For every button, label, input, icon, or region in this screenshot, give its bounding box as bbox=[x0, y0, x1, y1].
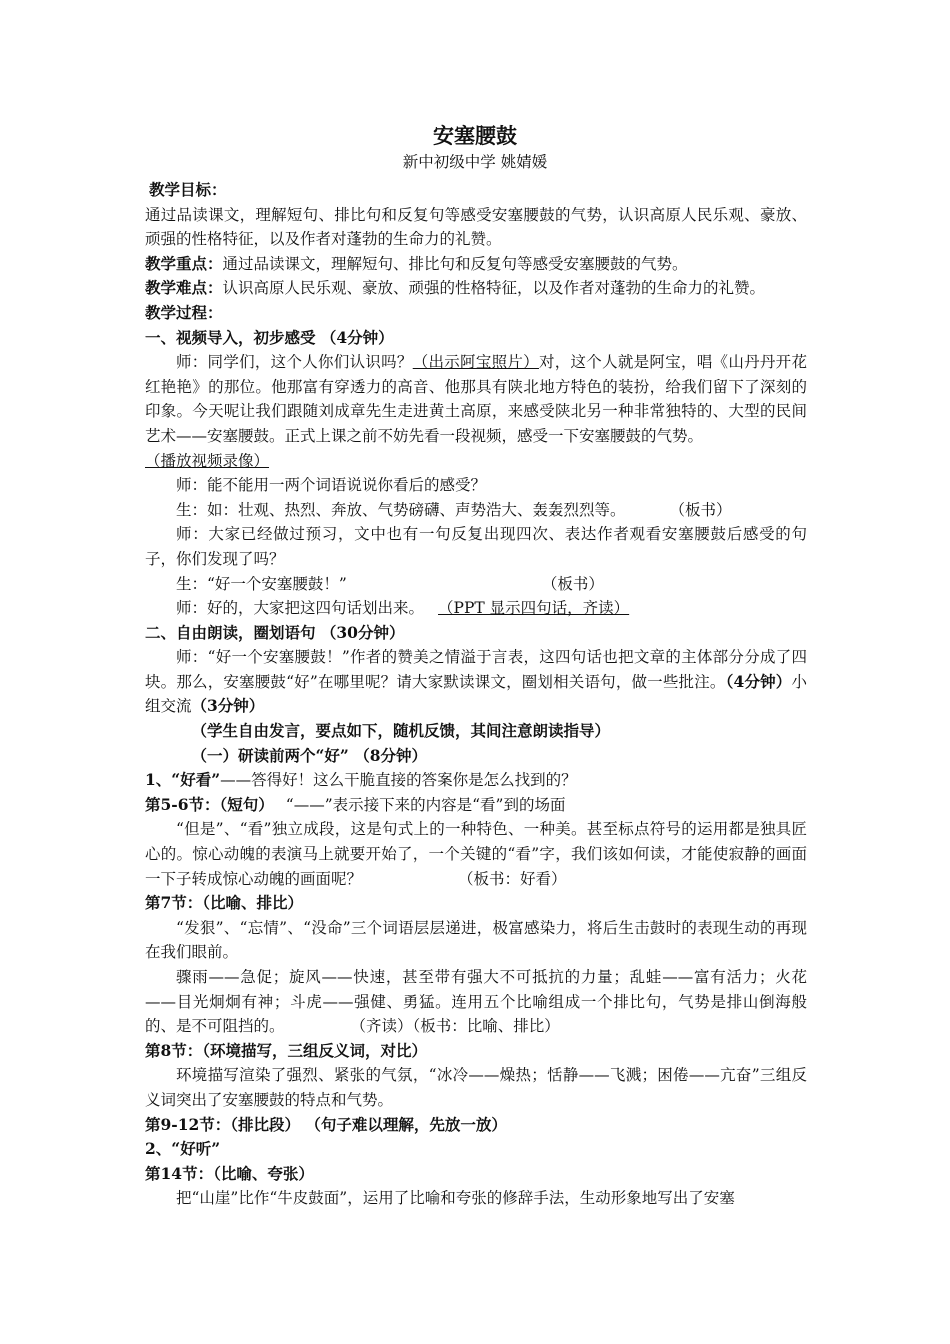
instruction-note: （PPT 显示四句话，齐读） bbox=[438, 599, 630, 618]
answer-2-text: 生：“好一个安塞腰鼓！” bbox=[176, 574, 347, 593]
section-7-b-text: 骤雨——急促；旋风——快速，甚至带有强大不可抵抗的力量；乱蛙——富有活力；火花——目光炯炯有神；斗虎——强健、勇猛。连用五个比喻组成一个排比句，气势是排山倒海般的、是不可阻挡的。 bbox=[145, 968, 807, 1036]
section-2-heading: 二、自由朗读，圈划语句 （30分钟） bbox=[145, 622, 405, 642]
paragraph-section-7-a: “发狠”、“忘情”、“没命”三个词语层层递进，极富感染力，将后生击鼓时的表现生动的再现在我们眼前。 bbox=[145, 918, 807, 962]
intro-text-b: 对，这个人就是阿宝，唱《山丹丹开花红艳艳》的那位。他那富有穿透力的高音、他那具有陕北地方特色的装扮，给我们留下了深刻的印象。今天呢让我们跟随刘成章先生走进黄土高原，来感受陕北另一种非常独特的、大型的民间艺术——安塞腰鼓。正式上课之前不妨先看一段视频，感受一下安塞腰鼓的气势。 bbox=[145, 353, 807, 445]
difficulty-point bbox=[145, 276, 807, 301]
paragraph-instruction bbox=[145, 596, 807, 621]
paragraph-intro bbox=[145, 350, 807, 473]
reading-time-2: （3分钟） bbox=[191, 696, 265, 716]
difficulty-text: 认识高原人民乐观、豪放、顽强的性格特征，以及作者对蓬勃的生命力的礼赞。 bbox=[222, 279, 766, 298]
point-1-text: ——答得好！这么干脆直接的答案你是怎么找到的？ bbox=[220, 771, 577, 790]
paragraph-look bbox=[145, 817, 807, 891]
reading-time-1: （4分钟） bbox=[725, 671, 792, 691]
intro-note-video: （播放视频录像） bbox=[145, 451, 270, 470]
paragraph-section-8: 环境描写渲染了强烈、紧张的气氛，“冰冷——燥热；恬静——飞溅；困倦——亢奋”三组反义词突出了安塞腰鼓的特点和气势。 bbox=[145, 1066, 807, 1109]
key-label: 教学重点： bbox=[145, 253, 223, 273]
document-author: 新中初级中学 姚婧媛 bbox=[402, 153, 548, 171]
key-text: 通过品读课文，理解短句、排比句和反复句等感受安塞腰鼓的气势。 bbox=[222, 254, 688, 273]
look-text: “但是”、“看”独立成段，这是句式上的一种特色、一种美。甚至标点符号的运用都是独具匠心的。惊心动魄的表演马上就要开始了，一个关键的“看”字，我们该如何读，才能使寂静的画面一下子转成惊心动魄的画面呢？ bbox=[145, 820, 807, 888]
answer-1-note: （板书） bbox=[669, 500, 732, 519]
document-body bbox=[145, 178, 807, 1211]
section-8-heading: 第8节：（环境描写，三组反义词，对比） bbox=[145, 1040, 428, 1060]
paragraph-reading bbox=[145, 645, 807, 719]
paragraph-section-14: 把“山崖”比作“牛皮鼓面”，运用了比喻和夸张的修辞手法，生动形象地写出了安塞 bbox=[176, 1189, 735, 1208]
section-7-b-note: （齐读）（板书：比喻、排比） bbox=[350, 1017, 560, 1036]
paragraph-feedback: （学生自由发言，要点如下，随机反馈，其间注意朗读指导） bbox=[191, 721, 611, 741]
point-good-looking bbox=[145, 768, 807, 793]
section-7-heading: 第7节：（比喻、排比） bbox=[145, 893, 304, 913]
paragraph-answer-2 bbox=[145, 572, 807, 597]
section-5-6-text: “——”表示接下来的内容是“看”到的场面 bbox=[285, 795, 566, 814]
answer-1-text: 生：如：壮观、热烈、奔放、气势磅礴、声势浩大、轰轰烈烈等。 bbox=[176, 500, 626, 519]
difficulty-label: 教学难点： bbox=[145, 278, 223, 298]
paragraph-question-1: 师：能不能用一两个词语说说你看后的感受？ bbox=[176, 476, 487, 495]
point-good-sounding: 2、“好听” bbox=[145, 1139, 221, 1159]
goals-heading: 教学目标： bbox=[149, 180, 227, 199]
paragraph-answer-1 bbox=[145, 498, 807, 523]
paragraph-section-7-b bbox=[145, 965, 807, 1039]
point-1-label: 1、“好看” bbox=[145, 770, 221, 790]
reading-group: 小组交流 bbox=[145, 672, 807, 716]
look-note: （板书：好看） bbox=[458, 869, 567, 888]
section-5-6 bbox=[145, 793, 807, 818]
answer-2-note: （板书） bbox=[541, 574, 604, 593]
reading-text: 师：“好一个安塞腰鼓！”作者的赞美之情溢于言表，这四句话也把文章的主体部分分成了四块。那么，安塞腰鼓“好”在哪里呢？请大家默读课文，圈划相关语句，做一些批注。 bbox=[145, 648, 807, 691]
goals-text: 通过品读课文，理解短句、排比句和反复句等感受安塞腰鼓的气势，认识高原人民乐观、豪放、顽强的性格特征，以及作者对蓬勃的生命力的礼赞。 bbox=[145, 205, 807, 249]
instruction-text: 师：好的，大家把这四句话划出来。 bbox=[176, 599, 425, 618]
section-14-heading: 第14节：（比喻、夸张） bbox=[145, 1163, 314, 1183]
intro-text-a: 师：同学们，这个人你们认识吗？ bbox=[176, 353, 413, 372]
document-title: 安塞腰鼓 bbox=[433, 124, 517, 148]
subsection-1-heading: （一）研读前两个“好” （8分钟） bbox=[191, 745, 428, 765]
process-heading: 教学过程： bbox=[145, 302, 223, 322]
section-5-6-label: 第5-6节：（短句） bbox=[145, 794, 274, 814]
section-1-heading: 一、视频导入，初步感受 （4分钟） bbox=[145, 327, 394, 347]
section-9-12-heading: 第9-12节：（排比段） （句子难以理解，先放一放） bbox=[145, 1114, 507, 1134]
key-point bbox=[145, 252, 807, 277]
intro-note-photo: （出示阿宝照片） bbox=[412, 353, 539, 372]
paragraph-question-2: 师：大家已经做过预习，文中也有一句反复出现四次、表达作者观看安塞腰鼓后感受的句子，你们发现了吗？ bbox=[145, 525, 807, 568]
